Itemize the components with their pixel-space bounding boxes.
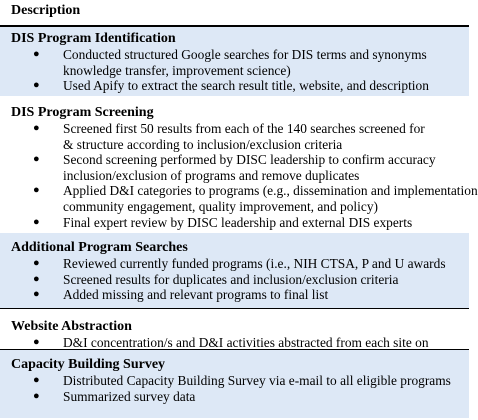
bullet-icon: ●: [33, 215, 40, 228]
section-list: [11, 256, 469, 303]
item-text: Summarized survey data: [63, 388, 196, 404]
section-title: DIS Program Identification: [11, 31, 176, 46]
section-title: Website Abstraction: [11, 319, 132, 334]
bullet-icon: ●: [33, 122, 40, 134]
item-text: Conducted structured Google searches for DIS terms and synonyms: [63, 47, 427, 62]
item-text: Screened first 50 results from each of the 140 searches screened for: [63, 121, 425, 136]
item-text: Reviewed currently funded programs (i.e., NIH CTSA, P and U awards: [63, 256, 446, 271]
bullet-icon: ●: [33, 288, 40, 301]
bullet-icon: ●: [33, 374, 40, 386]
section-additional-searches: [0, 233, 469, 309]
item-text-continued: & structure according to inclusion/exclusion criteria: [63, 136, 343, 152]
section-list: [11, 47, 469, 94]
list-item-continuation: [11, 199, 469, 215]
list-item: [11, 272, 469, 288]
bullet-icon: ●: [33, 336, 40, 348]
item-text: Second screening performed by DISC leadership to confirm accuracy: [63, 152, 436, 168]
list-item: [11, 47, 469, 63]
table-header: [0, 0, 469, 27]
section-title: Capacity Building Survey: [11, 357, 166, 372]
list-item: [11, 256, 469, 272]
list-item: [11, 389, 469, 405]
section-list: [11, 121, 478, 230]
item-text: D&I concentration/s and D&I activities abstracted from each site on: [63, 335, 429, 350]
section-list: [11, 373, 469, 404]
header-title: Description: [11, 3, 81, 18]
item-text: Final expert review by DISC leadership and external DIS experts: [63, 214, 413, 230]
section-website-abstraction: [0, 309, 469, 350]
bullet-icon: ●: [33, 257, 40, 269]
bullet-icon: ●: [33, 79, 40, 92]
list-item: [11, 335, 469, 351]
list-item-continuation: [11, 63, 469, 79]
item-text: Screened results for duplicates and inclusion/exclusion criteria: [63, 271, 399, 287]
list-item: [11, 183, 478, 199]
list-item-continuation: [11, 137, 469, 153]
item-text: Used Apify to extract the search result title, website, and description: [63, 78, 429, 94]
section-program-identification: [0, 27, 469, 98]
item-text-continued: inclusion/exclusion of programs and remove duplicates: [63, 167, 360, 183]
item-text: Distributed Capacity Building Survey via e-mail to all eligible programs: [63, 373, 451, 388]
list-item: [11, 152, 469, 168]
bullet-icon: ●: [33, 48, 40, 60]
bullet-icon: ●: [33, 184, 40, 197]
item-text: Added missing and relevant programs to final list: [63, 287, 329, 303]
section-list: [11, 335, 469, 351]
list-item: [11, 78, 469, 94]
section-title: DIS Program Screening: [11, 105, 154, 120]
item-text: Applied D&I categories to programs (e.g., dissemination and implementation: [63, 183, 478, 199]
list-item: [11, 215, 469, 231]
item-text-continued: community engagement, quality improvement, and policy): [63, 198, 378, 214]
list-item: [11, 373, 469, 389]
section-program-screening: [0, 98, 478, 233]
item-text-continued: knowledge transfer, improvement science): [63, 62, 291, 78]
list-item: [11, 121, 469, 137]
section-title: Additional Program Searches: [11, 240, 188, 255]
bullet-icon: ●: [33, 389, 40, 402]
list-item: [11, 287, 469, 303]
bullet-icon: ●: [33, 153, 40, 166]
section-capacity-survey: [0, 350, 469, 420]
bullet-icon: ●: [33, 272, 40, 285]
list-item-continuation: [11, 168, 469, 184]
